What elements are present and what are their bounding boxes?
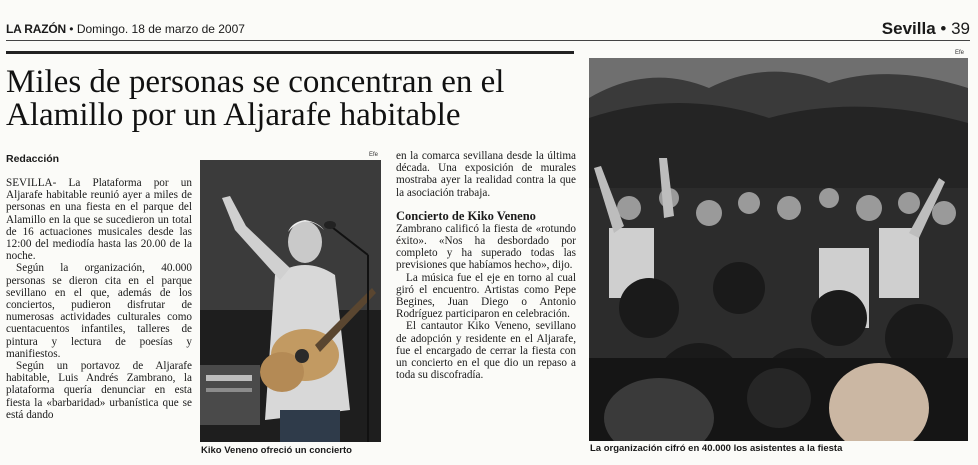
page-number: 39 <box>951 19 970 38</box>
paragraph: Zambrano calificó la fiesta de «rotundo éxito». «Nos ha desbordado por completo y ha superado todas las previsiones que habíamos hecho», dijo. <box>396 222 576 272</box>
article-headline: Miles de personas se concentran en el Alamillo por un Aljarafe habitable <box>6 64 505 133</box>
crowd-photo <box>589 58 968 441</box>
masthead <box>6 22 245 36</box>
concert-photo <box>200 160 381 442</box>
singer-with-guitar-image <box>200 160 381 442</box>
headline-divider <box>6 51 574 54</box>
paragraph: Según un portavoz de Aljarafe habitable, Luis Andrés Zambrano, la plataforma quería denunciar en esta fiesta la «barbaridad» urbanística que se está dando <box>6 360 192 421</box>
paragraph: en la comarca sevillana desde la última década. Una exposición de murales mostraba ayer la realidad contra la que la asociación trabaja. <box>396 150 576 199</box>
photo-caption: Kiko Veneno ofreció un concierto <box>201 445 352 456</box>
issue-date: Domingo. 18 de marzo de 2007 <box>76 22 245 36</box>
photo-credit: Efe <box>369 152 379 158</box>
photo-credit: Efe <box>955 50 965 56</box>
bullet-separator: • <box>69 22 74 36</box>
paragraph: El cantautor Kiko Veneno, sevillano de adopción y residente en el Aljarafe, fue el encargado de cerrar la fiesta con un concierto en el que dio un repaso a toda su discofradía. <box>396 320 576 382</box>
paragraph: Según la organización, 40.000 personas se dieron cita en el parque sevillano en el que, además de los conciertos, pudieron disfrutar de numerosas actividades culturales como cuentacuentos infantiles, talleres de pintura y lectura de poesías y manifiestos. <box>6 262 192 360</box>
section-name: Sevilla <box>881 19 936 38</box>
section-header <box>882 19 970 39</box>
photo-caption: La organización cifró en 40.000 los asistentes a la fiesta <box>590 443 843 454</box>
article-column-2 <box>396 150 576 381</box>
paragraph: La música fue el eje en torno al cual giró el encuentro. Artistas como Pepe Begines, Juan Diego o Antonio Rodríguez participaron en celebración. <box>396 271 576 321</box>
article-column-1 <box>6 177 192 421</box>
article-subhead: Concierto de Kiko Veneno <box>396 208 536 223</box>
byline: Redacción <box>6 153 60 165</box>
header-divider <box>6 40 970 41</box>
bullet-separator: • <box>940 19 947 38</box>
newspaper-brand: LA RAZÓN <box>6 22 66 36</box>
crowd-image <box>589 58 968 441</box>
paragraph: SEVILLA- La Plataforma por un Aljarafe habitable reunió ayer a miles de personas en una fiesta en el parque del Alamillo en la que se sucedieron un total de 16 actuaciones musicales desde las 12:00 del mediodía hasta las 20.00 de la noche. <box>6 177 192 263</box>
